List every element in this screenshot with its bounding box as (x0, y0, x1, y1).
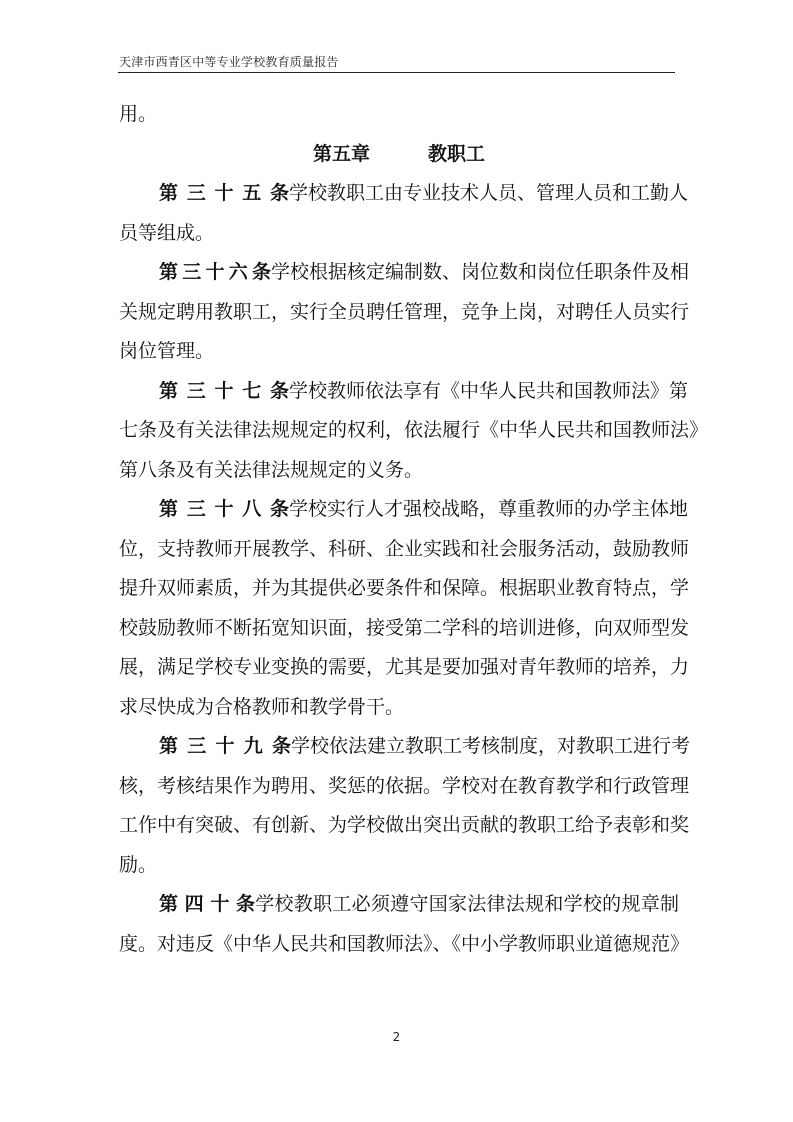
article-40-number: 第四十条 (159, 893, 255, 915)
article-35-line-2: 员等组成。 (119, 221, 215, 244)
article-36-line-1 (119, 253, 690, 293)
article-39-line-4: 励。 (119, 853, 158, 876)
carryover-line: 用。 (119, 103, 158, 125)
article-35-number: 第三十五条 (159, 182, 289, 204)
page-header (118, 50, 675, 73)
article-39-line-2: 核，考核结果作为聘用、奖惩的依据。学校对在教育教学和行政管理 (119, 774, 690, 797)
article-39-line-1 (119, 727, 691, 767)
article-38-line-1 (119, 490, 689, 530)
article-40-line-2: 度。对违反《中华人民共和国教师法》、《中小学教师职业道德规范》 (119, 932, 690, 955)
article-35-text-1: 学校教职工由专业技术人员、管理人员和工勤人 (289, 182, 689, 204)
chapter-title: 教职工 (428, 142, 486, 165)
article-38-number: 第三十八条 (159, 498, 289, 520)
article-38-line-2: 位，支持教师开展教学、科研、企业实践和社会服务活动，鼓励教师 (119, 537, 690, 560)
article-38-line-5: 展，满足学校专业变换的需要，尤其是要加强对青年教师的培养，力 (119, 656, 690, 678)
article-38-line-6: 求尽快成为合格教师和教学骨干。 (119, 695, 405, 718)
article-37-line-1 (119, 372, 689, 412)
chapter-number: 第五章 (312, 142, 370, 165)
article-39-line-3: 工作中有突破、有创新、为学校做出突出贡献的教职工给予表彰和奖 (119, 814, 690, 836)
article-38-line-4: 校鼓励教师不断拓宽知识面，接受第二学科的培训进修，向双师型发 (119, 616, 690, 639)
article-36-number: 第三十六条 (159, 261, 271, 283)
article-38-line-3: 提升双师素质，并为其提供必要条件和保障。根据职业教育特点，学 (119, 577, 690, 599)
article-40-line-1 (119, 885, 679, 925)
header-title: 天津市西青区中等专业学校教育质量报告 (119, 55, 339, 69)
page-number: 2 (392, 1030, 401, 1044)
article-35-line-1 (119, 174, 689, 214)
article-36-line-2: 关规定聘用教职工，实行全员聘任管理，竞争上岗，对聘任人员实行 (119, 300, 690, 323)
article-36-line-3: 岗位管理。 (119, 340, 215, 362)
article-37-text-1: 学校教师依法享有《中华人民共和国教师法》第 (289, 379, 689, 402)
chapter-heading (119, 135, 679, 175)
article-38-text-1: 学校实行人才强校战略，尊重教师的办学主体地 (289, 498, 689, 520)
article-40-text-1: 学校教职工必须遵守国家法律法规和学校的规章制 (255, 893, 679, 915)
article-36-text-1: 学校根据核定编制数、岗位数和岗位任职条件及相 (271, 261, 690, 283)
article-39-text-1: 学校依法建立教职工考核制度，对教职工进行考 (291, 735, 691, 757)
article-37-line-3: 第八条及有关法律法规规定的义务。 (119, 458, 424, 481)
document-body (119, 95, 709, 964)
article-39-number: 第三十九条 (159, 735, 291, 757)
article-37-number: 第三十七条 (159, 379, 289, 402)
article-37-line-2: 七条及有关法律法规规定的权利，依法履行《中华人民共和国教师法》 (119, 419, 709, 441)
